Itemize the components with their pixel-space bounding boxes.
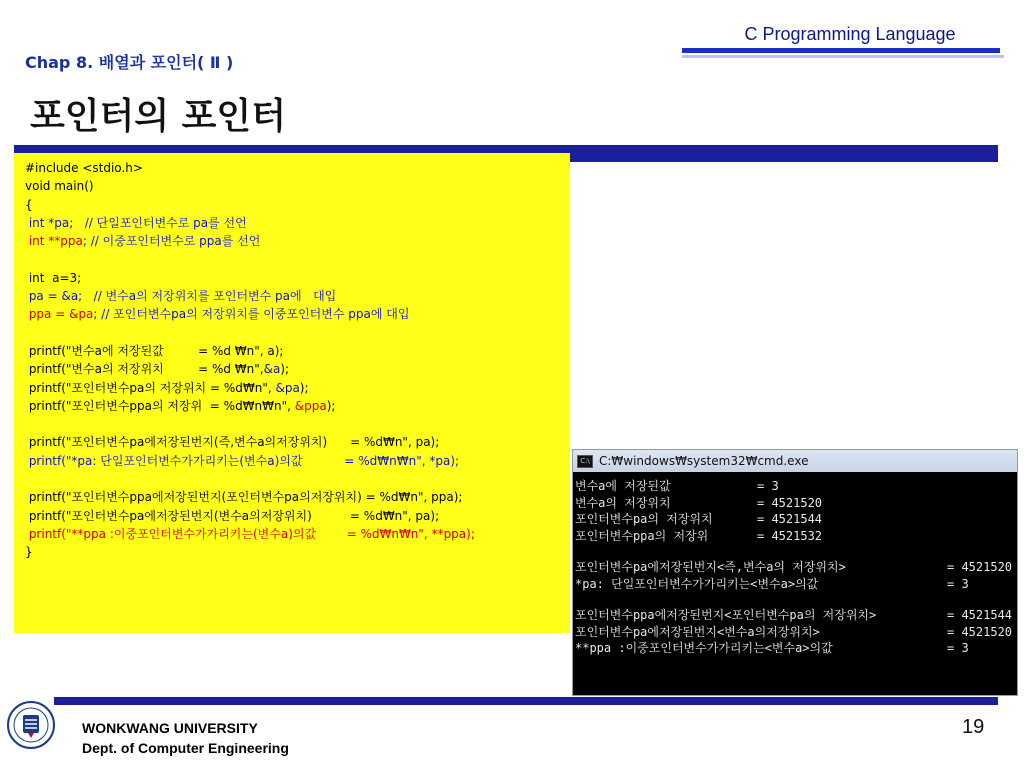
console-label: 포인터변수ppa의 저장위	[575, 528, 709, 543]
code-segment: printf("포인터변수pa의 저장위치 = %d₩n",	[25, 380, 276, 395]
footer-bar	[54, 697, 998, 705]
console-label: 변수a의 저장위치	[575, 495, 671, 510]
code-segment: printf("**ppa :이중포인터변수가가리키는(변수a)의값 = %d₩n₩n", **ppa);	[25, 526, 475, 541]
console-title-text: C:₩windows₩system32₩cmd.exe	[599, 454, 809, 468]
code-line	[25, 543, 570, 561]
console-value: = 3	[947, 641, 969, 655]
code-line	[25, 433, 570, 451]
code-segment: int a=3;	[25, 270, 82, 285]
code-segment: }	[25, 545, 33, 560]
department-name: Dept. of Computer Engineering	[82, 740, 289, 756]
console-value: = 4521532	[757, 528, 823, 543]
slide-title: 포인터의 포인터	[30, 96, 286, 137]
code-line	[25, 525, 570, 543]
console-value: = 4521520	[757, 495, 823, 510]
code-listing	[14, 153, 570, 633]
console-line	[575, 576, 1017, 593]
code-segment: pa = &a; // 변수a의 저장위치를 포인터변수 pa에 대입	[25, 289, 337, 304]
code-segment: ; // 이중포인터변수로 ppa를 선언	[82, 234, 261, 249]
console-value: = 3	[947, 576, 969, 591]
code-line	[25, 269, 570, 287]
header-rule-shadow	[682, 55, 1004, 58]
code-line	[25, 324, 570, 342]
console-label: 포인터변수pa에저장된번지<변수a의저장위치>	[575, 624, 820, 639]
code-line	[25, 342, 570, 360]
code-segment: );	[299, 380, 309, 395]
console-label: 포인터변수ppa에저장된번지<포인터변수pa의 저장위치>	[575, 608, 877, 622]
console-label: *pa: 단일포인터변수가가리키는<변수a>의값	[575, 576, 819, 591]
header-rule	[682, 48, 1000, 53]
code-segment: {	[25, 197, 33, 212]
console-value: = 4521544	[757, 512, 823, 526]
code-segment: printf("변수a에 저장된값 = %d ₩n", a);	[25, 343, 284, 358]
code-line	[25, 397, 570, 415]
console-line	[575, 640, 1017, 657]
console-line	[575, 528, 1017, 545]
code-line	[25, 470, 570, 488]
console-gap	[575, 544, 1017, 559]
code-segment: &ppa	[294, 398, 327, 413]
university-seal-icon	[6, 700, 56, 750]
code-segment: int *pa; // 단일포인터변수로 pa를 선언	[25, 215, 247, 230]
code-segment: printf("*pa: 단일포인터변수가가리키는(변수a)의값 = %d₩n₩n", *pa);	[25, 453, 460, 468]
console-label: **ppa :이중포인터변수가가리키는<변수a>의값	[575, 641, 833, 655]
code-segment: void main()	[25, 179, 94, 194]
console-label: 포인터변수pa에저장된번지<즉,변수a의 저장위치>	[575, 560, 846, 574]
university-name: WONKWANG UNIVERSITY	[82, 720, 258, 736]
console-line	[575, 478, 1017, 495]
code-line	[25, 196, 570, 214]
console-titlebar	[573, 450, 1017, 472]
console-value: = 3	[757, 479, 779, 493]
code-segment: );	[280, 362, 290, 377]
code-segment: ; // 포인터변수pa의 저장위치를 이중포인터변수 ppa에 대입	[93, 307, 410, 322]
console-gap	[575, 592, 1017, 607]
page-number: 19	[962, 716, 985, 738]
console-label: 변수a에 저장된값	[575, 479, 671, 493]
code-line	[25, 415, 570, 433]
console-window	[572, 449, 1018, 696]
code-line	[25, 507, 570, 525]
code-segment: ppa = &pa	[25, 307, 94, 322]
code-line	[25, 159, 570, 177]
code-line	[25, 488, 570, 506]
course-name: C Programming Language	[744, 24, 956, 44]
footer-text	[82, 718, 289, 758]
code-segment: &pa	[275, 380, 300, 395]
code-line	[25, 250, 570, 268]
console-label: 포인터변수pa의 저장위치	[575, 512, 713, 526]
code-segment: int **ppa	[25, 234, 83, 249]
console-value: = 4521520	[947, 624, 1013, 639]
code-segment: printf("포인터변수pa에저장된번지(변수a의저장위치) = %d₩n", pa);	[25, 508, 440, 523]
code-segment: &a	[263, 362, 281, 377]
console-line	[575, 607, 1017, 624]
code-segment: printf("변수a의 저장위치 = %d ₩n",	[25, 362, 264, 377]
console-line	[575, 624, 1017, 641]
chapter-label: Chap 8. 배열과 포인터( Ⅱ )	[25, 53, 234, 72]
code-line	[25, 232, 570, 250]
console-output	[573, 472, 1017, 657]
code-line	[25, 305, 570, 323]
console-value: = 4521520	[947, 560, 1013, 574]
console-line	[575, 495, 1017, 512]
code-segment: #include <stdio.h>	[25, 161, 143, 175]
code-segment: );	[326, 398, 336, 413]
cmd-icon: C:\	[577, 455, 593, 468]
code-line	[25, 452, 570, 470]
code-line	[25, 177, 570, 195]
code-line	[25, 379, 570, 397]
console-line	[575, 511, 1017, 528]
code-segment: printf("포인터변수ppa에저장된번지(포인터변수pa의저장위치) = %d₩n", ppa);	[25, 490, 463, 505]
code-line	[25, 214, 570, 232]
code-segment: printf("포인터변수pa에저장된번지(즉,변수a의저장위치) = %d₩n", pa);	[25, 435, 440, 450]
console-line	[575, 559, 1017, 576]
code-segment: printf("포인터변수ppa의 저장위 = %d₩n₩n",	[25, 398, 295, 413]
console-value: = 4521544	[947, 608, 1013, 622]
code-line	[25, 287, 570, 305]
code-line	[25, 360, 570, 378]
